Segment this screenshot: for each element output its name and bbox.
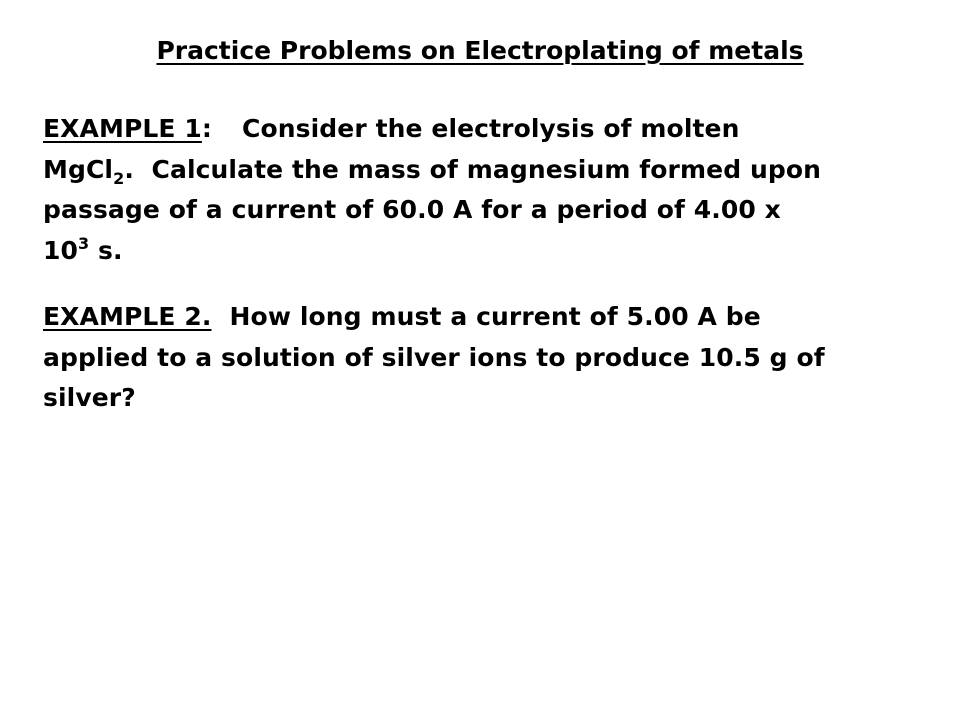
example-2-label: EXAMPLE 2. xyxy=(43,302,212,331)
exponent-base: 10 xyxy=(43,235,78,265)
formula-subscript: 2 xyxy=(113,168,125,188)
example-1-line-3 xyxy=(43,190,923,231)
example-1-text-line-2: . Calculate the mass of magnesium formed upon xyxy=(124,154,822,184)
example-2-line-2 xyxy=(43,338,923,379)
example-2-line-3 xyxy=(43,378,923,419)
example-2-problem xyxy=(43,297,923,419)
example-1-line-4 xyxy=(43,231,923,272)
example-2-line-1 xyxy=(43,297,923,338)
example-1-text-line-4: s. xyxy=(89,235,123,265)
magnesium-chloride-formula: MgCl xyxy=(43,154,114,184)
example-1-line-2 xyxy=(43,150,923,191)
example-1-line-1 xyxy=(43,109,923,150)
example-1-problem xyxy=(43,109,923,271)
example-1-text-line-3: passage of a current of 60.0 A for a period of 4.00 x xyxy=(43,195,781,224)
example-1-label: EXAMPLE 1 xyxy=(43,114,202,143)
example-2-text-line-2: applied to a solution of silver ions to produce 10.5 g of xyxy=(43,342,825,372)
example-2-text-line-1: How long must a current of 5.00 A be xyxy=(229,302,761,331)
exponent-power: 3 xyxy=(78,233,90,253)
slide-title: Practice Problems on Electroplating of metals xyxy=(156,36,804,65)
example-1-text-line-1: Consider the electrolysis of molten xyxy=(242,114,740,143)
example-1-colon: : xyxy=(201,114,213,143)
example-2-text-line-3: silver? xyxy=(43,383,136,412)
